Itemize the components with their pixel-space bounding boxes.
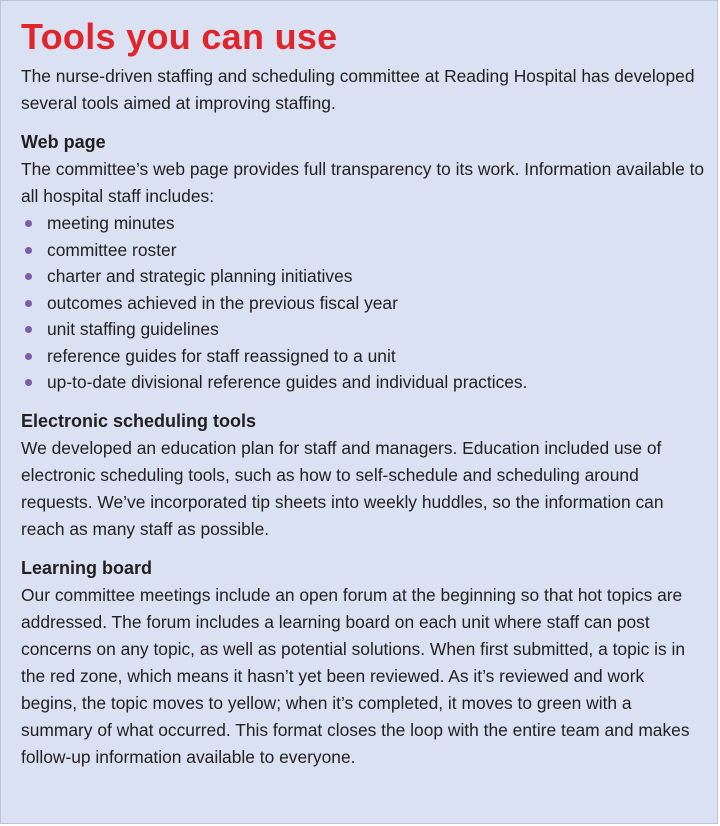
list-item-text: committee roster bbox=[47, 239, 177, 260]
list-item bbox=[21, 210, 705, 237]
section-learning-board bbox=[21, 555, 705, 771]
bullet-icon bbox=[25, 247, 32, 254]
bullet-icon bbox=[25, 273, 32, 280]
bullet-icon bbox=[25, 326, 32, 333]
list-item-text: meeting minutes bbox=[47, 213, 175, 233]
list-item bbox=[21, 290, 705, 317]
list-item-text: unit staffing guidelines bbox=[47, 319, 219, 339]
section-text-scheduling: We developed an education plan for staff and managers. Education included use of electronic scheduling tools, such as how to self-schedule and scheduling around requests. We’ve incorporated tip sheets into weekly huddles, so the information can reach as many staff as possible. bbox=[21, 437, 664, 539]
section-web-page bbox=[21, 129, 705, 396]
bullet-icon bbox=[25, 353, 32, 360]
list-item bbox=[21, 369, 705, 396]
list-item bbox=[21, 263, 705, 290]
bullet-icon bbox=[25, 379, 32, 386]
section-heading-learning-board: Learning board bbox=[21, 557, 153, 578]
sidebar-content bbox=[21, 13, 705, 771]
section-heading-web-page: Web page bbox=[21, 132, 106, 152]
section-text-web-page: The committee’s web page provides full transparency to its work. Information available to all hospital staff includes: bbox=[21, 159, 705, 206]
bullet-icon bbox=[25, 220, 32, 227]
list-item-text: reference guides for staff reassigned to a unit bbox=[47, 345, 396, 366]
list-item bbox=[21, 343, 705, 370]
list-item bbox=[21, 237, 705, 264]
section-text-learning-board: Our committee meetings include an open forum at the beginning so that hot topics are addressed. The forum includes a learning board on each unit where staff can post concerns on any topic, as well as potential solutions. When first submitted, a topic is in the red zone, which means it hasn’t yet been reviewed. As it’s reviewed and work begins, the topic moves to yellow; when it’s completed, it moves to green with a summary of what occurred. This format closes the loop with the entire team and makes follow-up information available to everyone. bbox=[21, 584, 690, 767]
bullet-icon bbox=[25, 300, 32, 307]
list-item bbox=[21, 316, 705, 343]
section-heading-scheduling: Electronic scheduling tools bbox=[21, 410, 257, 431]
section-scheduling bbox=[21, 408, 705, 543]
list-item-text: charter and strategic planning initiatives bbox=[47, 266, 353, 286]
bullet-list bbox=[21, 210, 705, 396]
page-title: Tools you can use bbox=[21, 16, 338, 57]
list-item-text: up-to-date divisional reference guides and individual practices. bbox=[47, 372, 528, 392]
intro-paragraph: The nurse-driven staffing and scheduling committee at Reading Hospital has developed several tools aimed at improving staffing. bbox=[21, 66, 695, 113]
list-item-text: outcomes achieved in the previous fiscal year bbox=[47, 292, 398, 313]
